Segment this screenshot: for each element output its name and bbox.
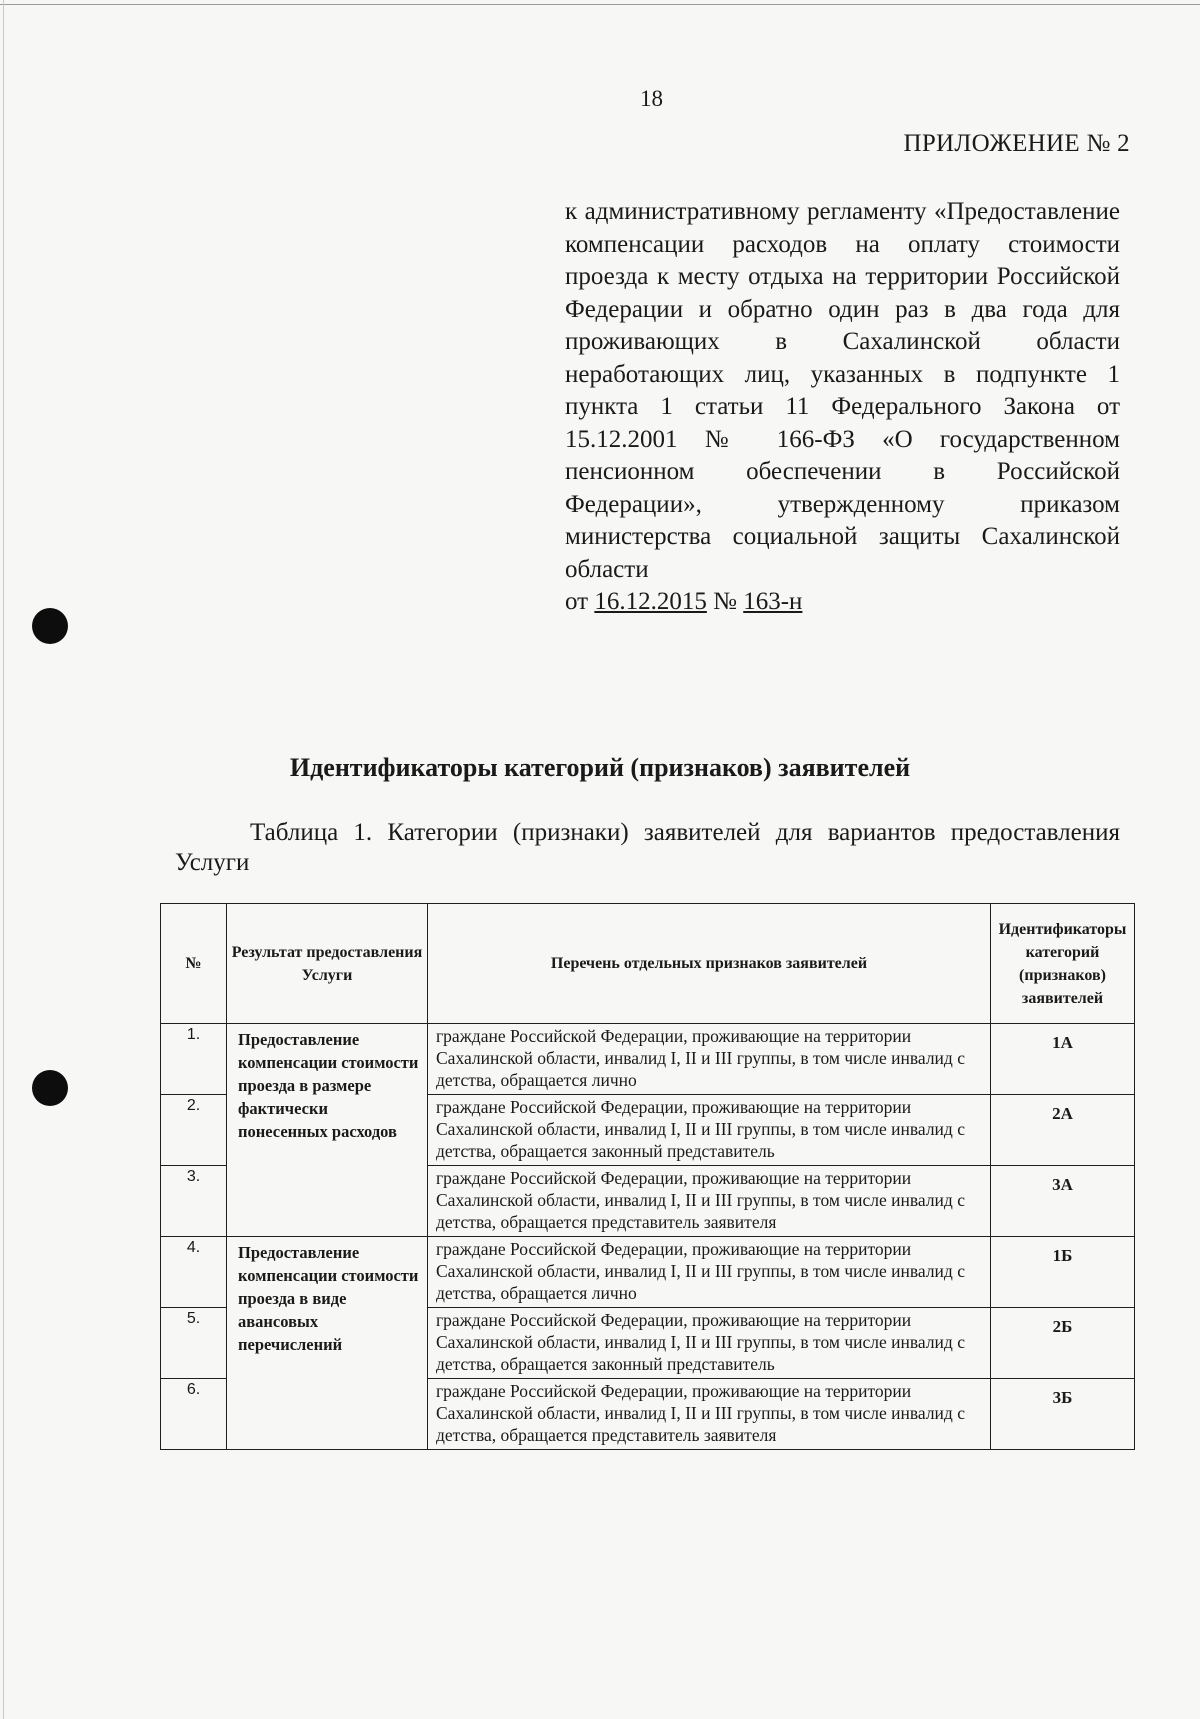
page-number: 18 bbox=[640, 86, 663, 111]
table-row bbox=[161, 1024, 1135, 1095]
header-identifier: Идентификаторы категорий (признаков) заявителей bbox=[991, 904, 1135, 1024]
result-group-advance-payments: Предоставление компенсации стоимости проезда в виде авансовых перечислений bbox=[227, 1237, 428, 1450]
approval-date: 16.12.2015 bbox=[594, 588, 707, 615]
approval-prefix: от bbox=[565, 588, 589, 615]
document-heading: Идентификаторы категорий (признаков) заявителей bbox=[289, 753, 911, 782]
row-features: граждане Российской Федерации, проживающие на территории Сахалинской области, инвалид I, II и III группы, в том числе инвалид с детства, обращается законный представитель bbox=[428, 1308, 991, 1379]
row-identifier: 1Б bbox=[991, 1237, 1135, 1308]
header-features: Перечень отдельных признаков заявителей bbox=[428, 904, 991, 1024]
punch-hole-upper bbox=[32, 608, 68, 644]
row-number: 3. bbox=[161, 1166, 227, 1237]
row-features: граждане Российской Федерации, проживающие на территории Сахалинской области, инвалид I, II и III группы, в том числе инвалид с детства, обращается лично bbox=[428, 1237, 991, 1308]
result-group-actual-expenses: Предоставление компенсации стоимости проезда в размере фактически понесенных расходов bbox=[227, 1024, 428, 1237]
row-identifier: 2А bbox=[991, 1095, 1135, 1166]
header-num: № bbox=[161, 904, 227, 1024]
row-identifier: 3Б bbox=[991, 1379, 1135, 1450]
row-number: 2. bbox=[161, 1095, 227, 1166]
approval-number: 163-н bbox=[743, 588, 803, 615]
row-features: граждане Российской Федерации, проживающие на территории Сахалинской области, инвалид I, II и III группы, в том числе инвалид с детства, обращается законный представитель bbox=[428, 1095, 991, 1166]
table-caption: Таблица 1. Категории (признаки) заявителей для вариантов предоставления Услуги bbox=[175, 819, 1120, 876]
header-result: Результат предоставления Услуги bbox=[227, 904, 428, 1024]
row-number: 1. bbox=[161, 1024, 227, 1095]
approval-line bbox=[565, 586, 1120, 619]
row-features: граждане Российской Федерации, проживающие на территории Сахалинской области, инвалид I, II и III группы, в том числе инвалид с детства, обращается лично bbox=[428, 1024, 991, 1095]
row-features: граждане Российской Федерации, проживающие на территории Сахалинской области, инвалид I, II и III группы, в том числе инвалид с детства, обращается представитель заявителя bbox=[428, 1166, 991, 1237]
table-row bbox=[161, 1237, 1135, 1308]
appendix-note bbox=[565, 196, 1120, 619]
row-number: 6. bbox=[161, 1379, 227, 1450]
row-identifier: 1А bbox=[991, 1024, 1135, 1095]
table-header-row bbox=[161, 904, 1135, 1024]
row-identifier: 3А bbox=[991, 1166, 1135, 1237]
row-features: граждане Российской Федерации, проживающие на территории Сахалинской области, инвалид I, II и III группы, в том числе инвалид с детства, обращается представитель заявителя bbox=[428, 1379, 991, 1450]
row-identifier: 2Б bbox=[991, 1308, 1135, 1379]
row-number: 5. bbox=[161, 1308, 227, 1379]
appendix-note-text: к административному регламенту «Предоставление компенсации расходов на оплату стоимости проезда к месту отдыха на территории Российской Федерации и обратно один раз в два года для проживающих в Сахалинской области неработающих лиц, указанных в подпункте 1 пункта 1 статьи 11 Федерального Закона от 15.12.2001 № 166-ФЗ «О государственном пенсионном обеспечении в Российской Федерации», утвержденному приказом министерства социальной защиты Сахалинской области bbox=[565, 198, 1120, 583]
scan-edge-top bbox=[0, 4, 1200, 5]
punch-hole-lower bbox=[32, 1070, 68, 1106]
row-number: 4. bbox=[161, 1237, 227, 1308]
approval-number-sign: № bbox=[713, 588, 737, 615]
scan-edge-left bbox=[3, 0, 4, 1719]
appendix-title: ПРИЛОЖЕНИЕ № 2 bbox=[903, 130, 1130, 157]
applicant-categories-table bbox=[160, 903, 1135, 1450]
